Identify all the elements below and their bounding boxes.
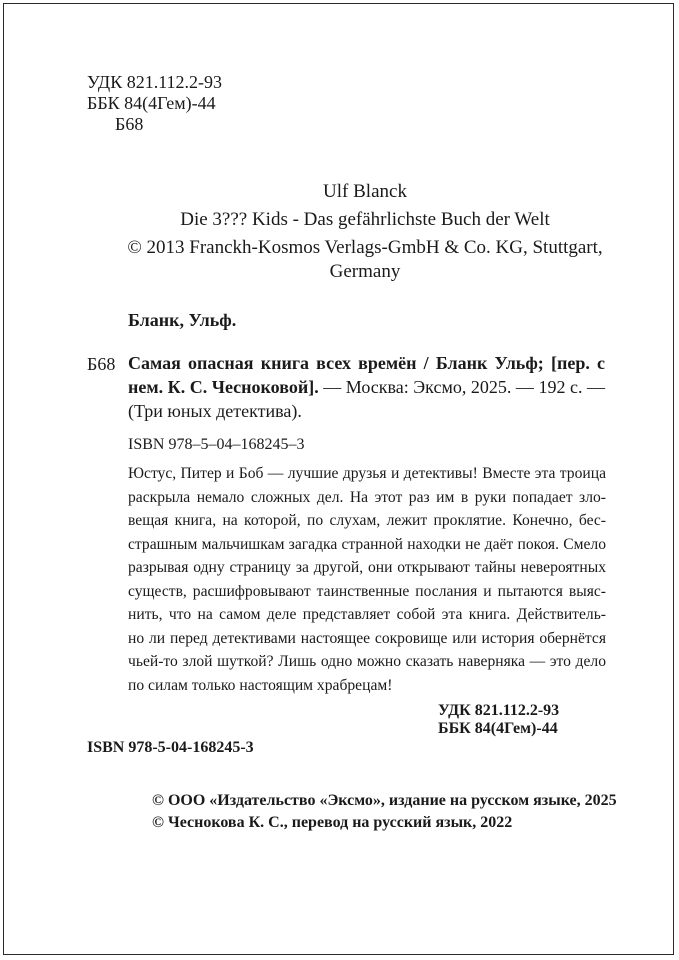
record-isbn: ISBN 978–5–04–168245–3: [128, 436, 305, 453]
annotation-line: но ли перед детективами настоящее сокровище или история обернётся: [128, 629, 606, 647]
annotation: [128, 462, 606, 697]
original-title: Die 3??? Kids - Das gefährlichste Buch der Welt: [180, 209, 550, 230]
annotation-line: чьей-то злой шуткой? Лишь одно можно сказать наверняка — это дело: [128, 653, 606, 670]
udk-code: УДК 821.112.2-93: [87, 72, 223, 92]
original-author: Ulf Blanck: [323, 181, 407, 202]
udk-block: [87, 72, 222, 135]
annotation-line: Юстус, Питер и Боб — лучшие друзья и детективы! Вместе эта троица: [128, 465, 606, 482]
copyright-publisher: © ООО «Издательство «Эксмо», издание на русском языке, 2025: [152, 792, 617, 809]
footer-bbk-code: ББК 84(4Гем)-44: [438, 720, 558, 737]
record-author-heading: Бланк, Ульф.: [128, 310, 237, 330]
original-edition-info: [100, 180, 630, 284]
annotation-line: вещая книга, на которой, по слухам, лежит проклятие. Конечно, бес-: [128, 512, 606, 529]
footer-udk-code: УДК 821.112.2-93: [438, 702, 560, 719]
bbk-code: ББК 84(4Гем)-44: [87, 93, 216, 113]
original-copyright-line1: © 2013 Franckh-Kosmos Verlags-GmbH & Co. KG, Stuttgart,: [127, 237, 603, 258]
record-publication: — Москва: Эксмо, 2025. — 192 с. — (Три юных детектива).: [128, 377, 605, 421]
record-description: [128, 351, 605, 423]
footer-udk-block: [438, 702, 559, 738]
copyright-block: [152, 790, 617, 834]
copyright-translation: © Чеснокова К. С., перевод на русский язык, 2022: [152, 814, 513, 831]
footer-isbn: ISBN 978-5-04-168245-3: [87, 739, 254, 756]
annotation-line: существ, расшифровывают таинственные послания и пытаются выяс-: [128, 582, 606, 600]
annotation-line: разрывая одну страницу за другой, они открывают тайны невероятных: [128, 559, 606, 576]
annotation-line: по силам только настоящим храбрецам!: [128, 676, 393, 694]
original-copyright-line2: Germany: [329, 261, 401, 282]
record-title: Самая опасная книга всех времён / Бланк Ульф; [пер. с нем. К. С. Чесноковой].: [128, 353, 605, 397]
annotation-line: страшным мальчишкам загадка странной находки не даёт покоя. Смело: [128, 535, 606, 553]
annotation-line: раскрыла немало сложных дел. На этот раз им в руки попадает зло-: [128, 488, 606, 506]
author-sign: Б68: [115, 114, 144, 134]
annotation-line: нить, что на самом деле представляет собой эта книга. Действитель-: [128, 606, 606, 623]
record-code: Б68: [87, 354, 116, 374]
